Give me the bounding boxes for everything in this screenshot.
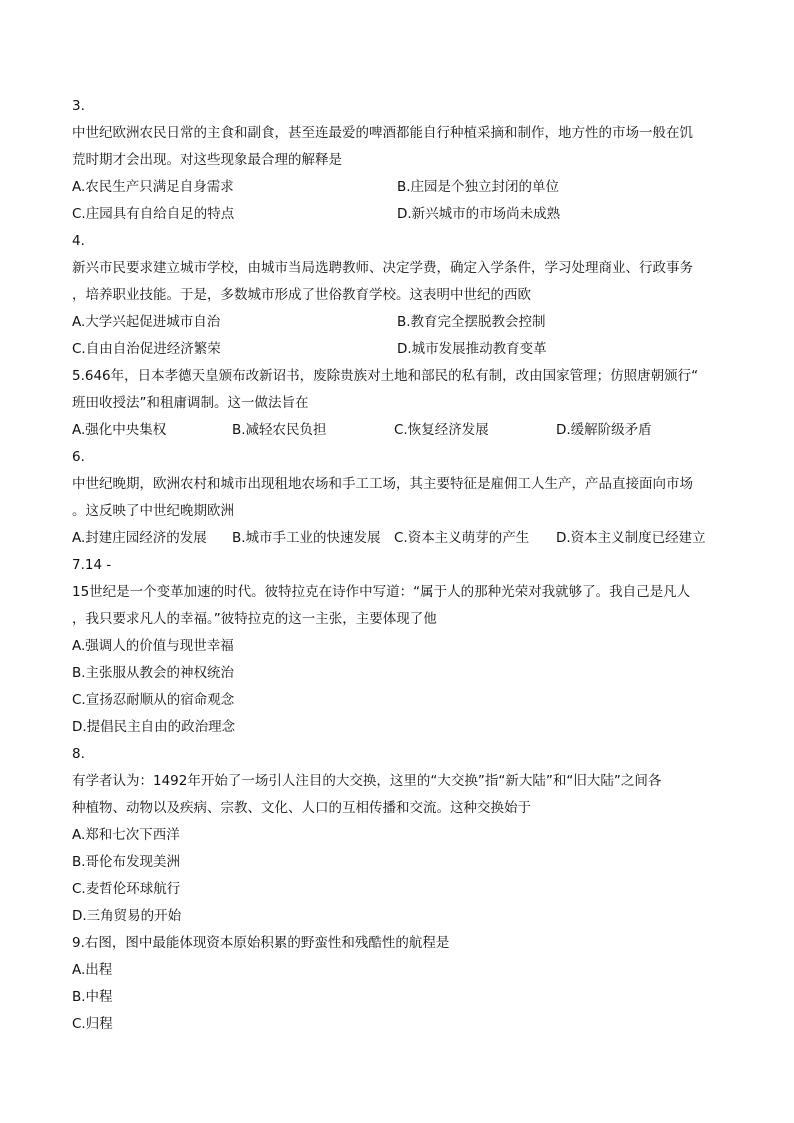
option-d[interactable]: D.资本主义制度已经建立 bbox=[556, 530, 706, 546]
option-b[interactable]: B.教育完全摆脱教会控制 bbox=[397, 314, 546, 330]
question-stem-line: 荒时期才会出现。对这些现象最合理的解释是 bbox=[72, 152, 342, 168]
option-b[interactable]: B.中程 bbox=[72, 989, 113, 1005]
option-a[interactable]: A.出程 bbox=[72, 962, 113, 978]
option-a[interactable]: A.郑和七次下西洋 bbox=[72, 827, 180, 843]
question-number: 4. bbox=[72, 233, 85, 249]
question-6 bbox=[72, 444, 722, 552]
question-8 bbox=[72, 741, 722, 930]
question-stem-line: 中世纪晚期，欧洲农村和城市出现租地农场和手工工场，其主要特征是雇佣工人生产，产品直接面向市场 bbox=[72, 476, 693, 492]
question-stem-line: 种植物、动物以及疾病、宗教、文化、人口的互相传播和交流。这种交换始于 bbox=[72, 800, 531, 816]
option-c[interactable]: C.宣扬忍耐顺从的宿命观念 bbox=[72, 692, 235, 708]
question-number: 6. bbox=[72, 449, 85, 465]
question-number: 8. bbox=[72, 746, 85, 762]
question-stem-line: ，我只要求凡人的幸福。”彼特拉克的这一主张，主要体现了他 bbox=[72, 611, 437, 627]
question-3 bbox=[72, 93, 722, 228]
question-stem-line: 新兴市民要求建立城市学校，由城市当局选聘教师、决定学费，确定入学条件，学习处理商业、行政事务 bbox=[72, 260, 693, 276]
option-a[interactable]: A.大学兴起促进城市自治 bbox=[72, 314, 221, 330]
question-7 bbox=[72, 552, 722, 741]
option-c[interactable]: C.归程 bbox=[72, 1016, 113, 1032]
option-a[interactable]: A.强化中央集权 bbox=[72, 422, 167, 438]
option-b[interactable]: B.减轻农民负担 bbox=[232, 422, 327, 438]
option-b[interactable]: B.城市手工业的快速发展 bbox=[232, 530, 381, 546]
exam-page bbox=[72, 93, 722, 1038]
question-stem-line: 9.右图，图中最能体现资本原始积累的野蛮性和残酷性的航程是 bbox=[72, 935, 450, 951]
option-c[interactable]: C.资本主义萌芽的产生 bbox=[394, 530, 530, 546]
options-row bbox=[72, 201, 722, 228]
option-d[interactable]: D.缓解阶级矛盾 bbox=[556, 422, 652, 438]
option-d[interactable]: D.提倡民主自由的政治理念 bbox=[72, 719, 236, 735]
option-a[interactable]: A.强调人的价值与现世幸福 bbox=[72, 638, 234, 654]
option-c[interactable]: C.自由自治促进经济繁荣 bbox=[72, 341, 221, 357]
option-d[interactable]: D.城市发展推动教育变革 bbox=[397, 341, 547, 357]
options-row bbox=[72, 417, 722, 444]
option-c[interactable]: C.麦哲伦环球航行 bbox=[72, 881, 181, 897]
options-row bbox=[72, 525, 722, 552]
question-stem-line: 班田收授法”和租庸调制。这一做法旨在 bbox=[72, 395, 309, 411]
question-4 bbox=[72, 228, 722, 363]
option-d[interactable]: D.新兴城市的市场尚未成熟 bbox=[397, 206, 561, 222]
question-stem-line: ，培养职业技能。于是，多数城市形成了世俗教育学校。这表明中世纪的西欧 bbox=[72, 287, 531, 303]
option-b[interactable]: B.主张服从教会的神权统治 bbox=[72, 665, 235, 681]
question-stem-line: 中世纪欧洲农民日常的主食和副食，甚至连最爱的啤酒都能自行种植采摘和制作，地方性的市场一般在饥 bbox=[72, 125, 693, 141]
options-row bbox=[72, 174, 722, 201]
question-number: 7.14 - bbox=[72, 557, 112, 573]
option-a[interactable]: A.封建庄园经济的发展 bbox=[72, 530, 207, 546]
question-stem-line: 有学者认为：1492年开始了一场引人注目的大交换，这里的“大交换”指“新大陆”和“旧大陆”之间各 bbox=[72, 773, 662, 789]
question-stem-line: 15世纪是一个变革加速的时代。彼特拉克在诗作中写道：“属于人的那种光荣对我就够了。我自己是凡人 bbox=[72, 584, 691, 600]
option-b[interactable]: B.庄园是个独立封闭的单位 bbox=[397, 179, 560, 195]
options-row bbox=[72, 336, 722, 363]
question-5 bbox=[72, 363, 722, 444]
option-c[interactable]: C.庄园具有自给自足的特点 bbox=[72, 206, 235, 222]
option-a[interactable]: A.农民生产只满足自身需求 bbox=[72, 179, 234, 195]
option-b[interactable]: B.哥伦布发现美洲 bbox=[72, 854, 181, 870]
options-row bbox=[72, 309, 722, 336]
question-number: 3. bbox=[72, 98, 85, 114]
question-stem-line: 5.646年，日本孝德天皇颁布改新诏书，废除贵族对土地和部民的私有制，改由国家管理；仿照唐朝颁行“ bbox=[72, 368, 699, 384]
question-stem-line: 。这反映了中世纪晚期欧洲 bbox=[72, 503, 234, 519]
question-9 bbox=[72, 930, 722, 1038]
option-c[interactable]: C.恢复经济发展 bbox=[394, 422, 489, 438]
option-d[interactable]: D.三角贸易的开始 bbox=[72, 908, 182, 924]
